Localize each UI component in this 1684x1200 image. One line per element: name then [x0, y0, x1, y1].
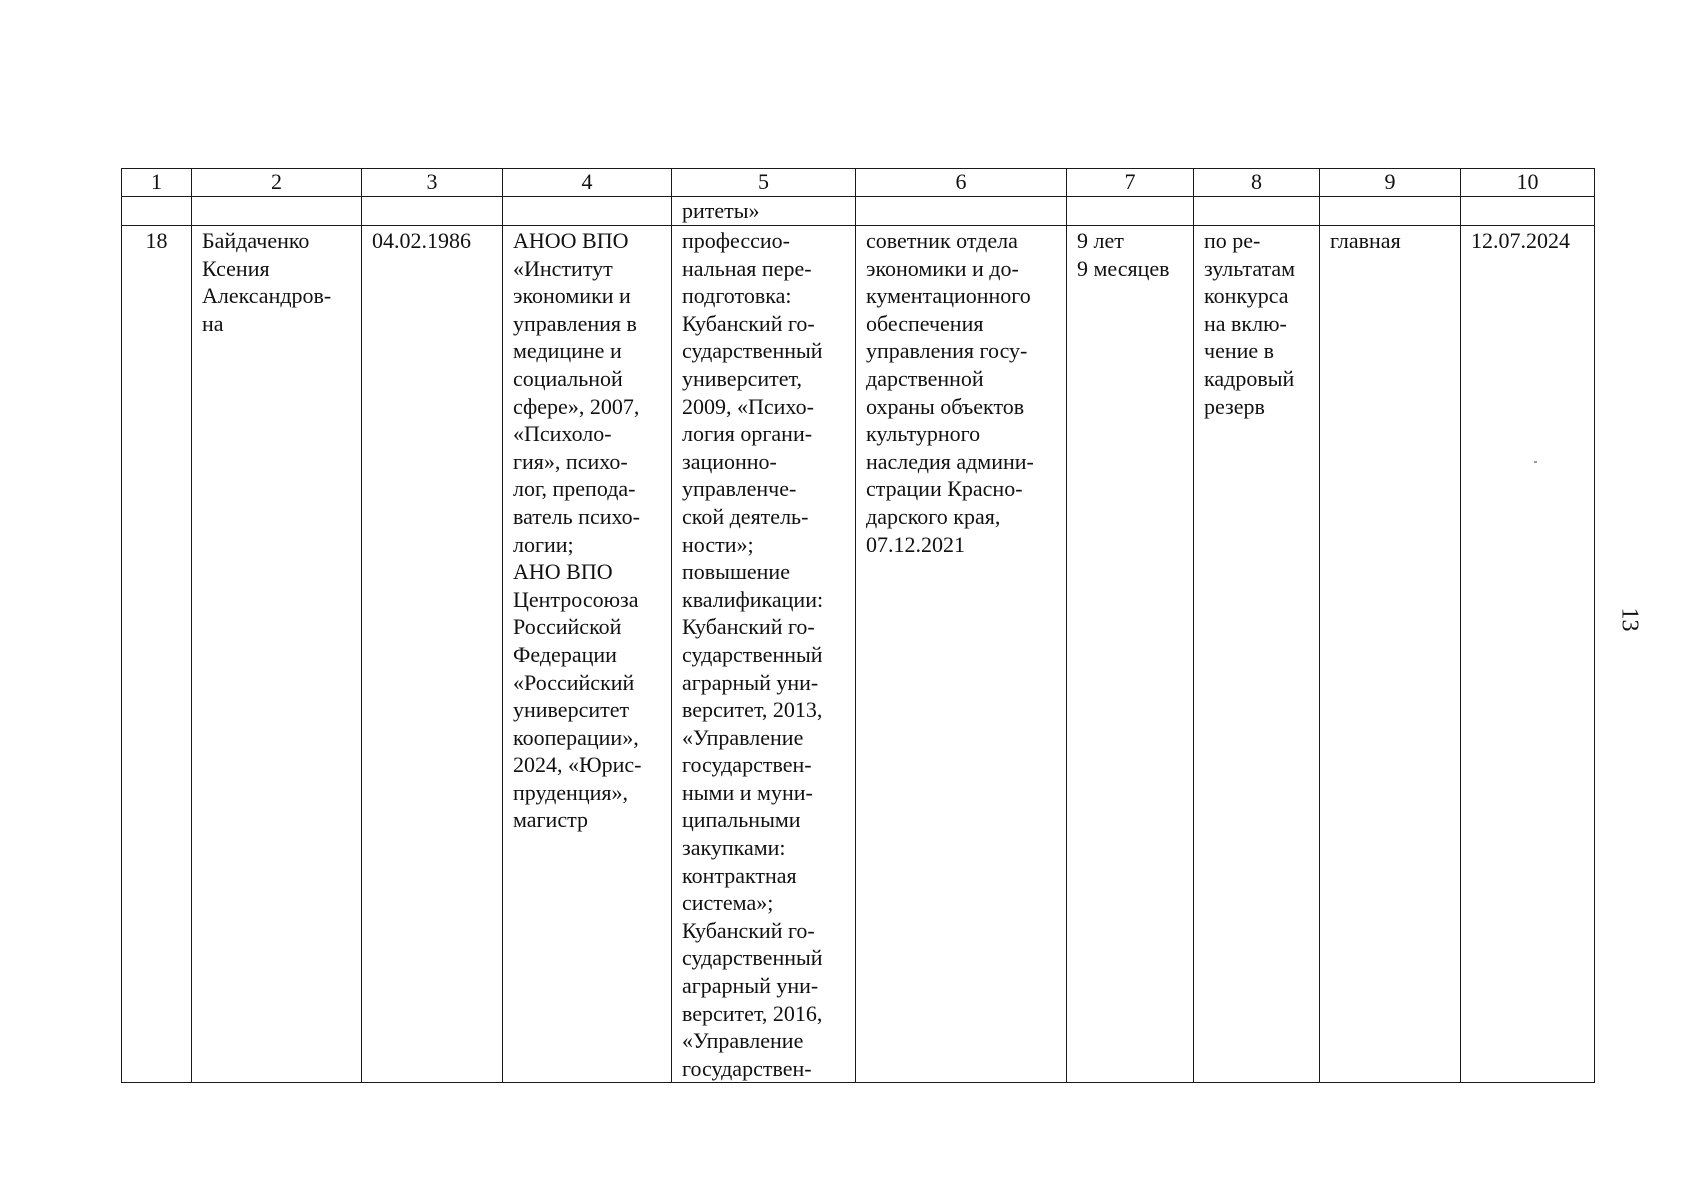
scan-speck [1534, 461, 1537, 463]
record-position-text: советник отдела экономики и до- кументационного обеспечения управления госу- дарственной охраны объектов культурного наследия админи- страции Красно- дарского края, 07.12.2021 [866, 228, 1034, 557]
column-number-3: 3 [362, 169, 503, 197]
continuation-cell-9 [1320, 197, 1461, 226]
record-experience-text: 9 лет 9 месяцев [1077, 228, 1170, 281]
column-number-10: 10 [1461, 169, 1595, 197]
column-number-5: 5 [672, 169, 856, 197]
record-group-text: главная [1330, 228, 1401, 253]
record-position [856, 226, 1067, 1083]
page-number: 13 [1616, 607, 1643, 632]
column-number-2: 2 [192, 169, 362, 197]
record-basis-text: по ре- зультатам конкурса на вклю- чение в кадровый резерв [1204, 228, 1296, 419]
record-date [1461, 226, 1595, 1083]
continuation-cell-6 [856, 197, 1067, 226]
record-basis [1194, 226, 1320, 1083]
continuation-cell-8 [1194, 197, 1320, 226]
column-number-7: 7 [1067, 169, 1194, 197]
record-additional-education [672, 226, 856, 1083]
column-number-8: 8 [1194, 169, 1320, 197]
continuation-cell-4 [503, 197, 672, 226]
record-date-text: 12.07.2024 [1471, 228, 1570, 253]
column-number-1: 1 [122, 169, 192, 197]
continuation-cell-10 [1461, 197, 1595, 226]
record-education [503, 226, 672, 1083]
record-birth-date-text: 04.02.1986 [372, 228, 471, 253]
column-number-4: 4 [503, 169, 672, 197]
record-number [122, 226, 192, 1083]
continuation-row [122, 197, 1595, 226]
continuation-cell-7 [1067, 197, 1194, 226]
record-number-text: 18 [145, 228, 168, 253]
record-full-name-text: Байдаченко Ксения Александров- на [202, 228, 332, 336]
personnel-table [121, 168, 1595, 1083]
record-additional-education-text: профессио- нальная пере- подготовка: Кубанский го- сударственный университет, 2009, «Психо- логия органи- зационно- управленче- ской деятель- ности»; повышение квалификации: Кубанский го- сударственный аграрный уни- верситет, 2013, «Управление государствен- ными и муни- ципальными закупками: контрактная система»; Кубанский го- сударственный аграрный уни- верситет, 2016, «Управление государствен- [682, 228, 824, 1081]
column-number-9: 9 [1320, 169, 1461, 197]
record-education-text: АНОО ВПО «Институт экономики и управления в медицине и социальной сфере», 2007, «Психоло- гия», психо- лог, препода- ватель психо- логии; АНО ВПО Центросоюза Российской Федерации «Российский университет кооперации», 2024, «Юрис- пруденция», магистр [513, 228, 642, 833]
record-full-name [192, 226, 362, 1083]
record-group [1320, 226, 1461, 1083]
column-number-row [122, 169, 1595, 197]
record-birth-date [362, 226, 503, 1083]
record-experience [1067, 226, 1194, 1083]
continuation-cell-1 [122, 197, 192, 226]
column-number-6: 6 [856, 169, 1067, 197]
table-row [122, 226, 1595, 1083]
continuation-cell-2 [192, 197, 362, 226]
continuation-cell-5: ритеты» [672, 197, 856, 226]
continuation-cell-3 [362, 197, 503, 226]
